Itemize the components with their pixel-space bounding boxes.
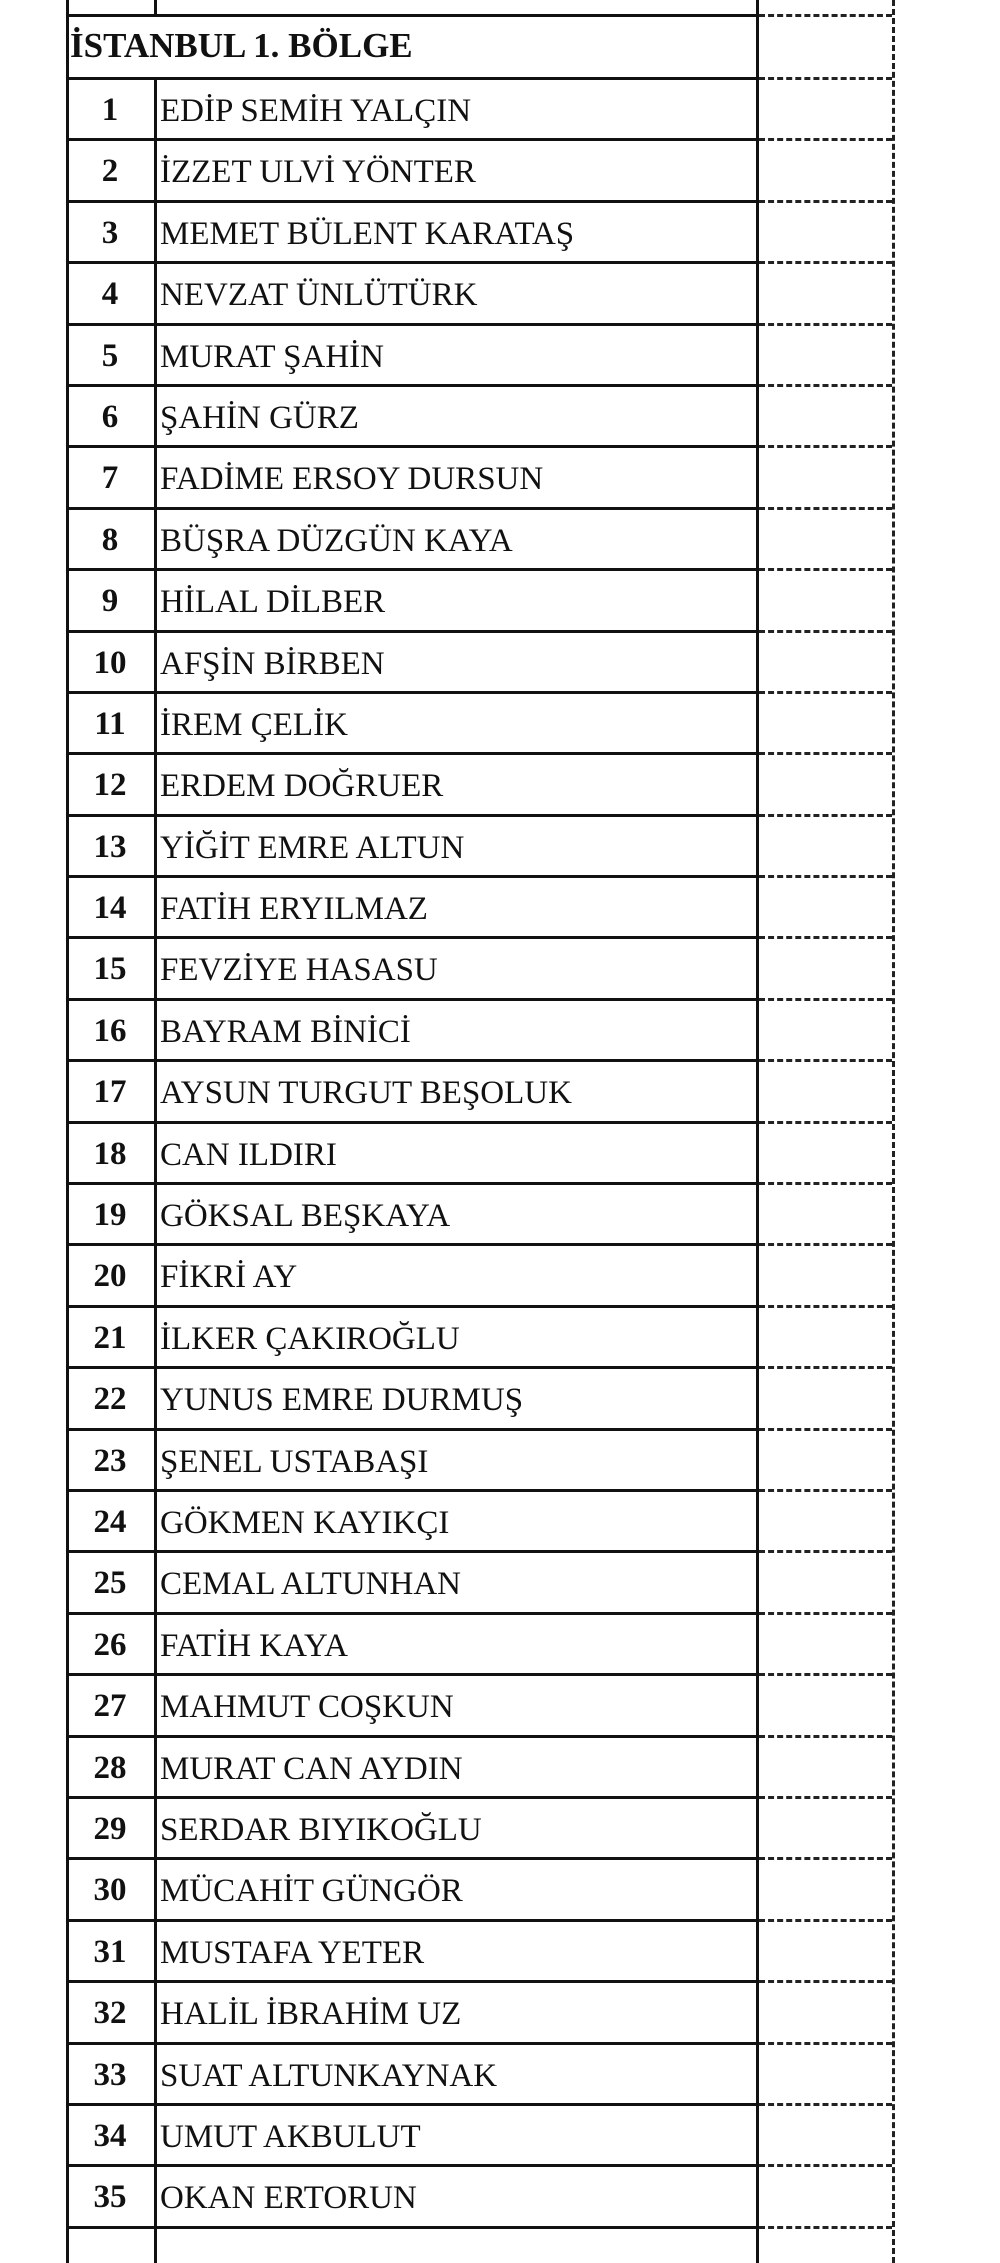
table-row — [66, 1308, 896, 1369]
candidate-name: GÖKMEN KAYIKÇI — [160, 1504, 450, 1541]
table-row — [66, 694, 896, 755]
candidate-name: FATİH ERYILMAZ — [160, 891, 428, 928]
table-row — [66, 633, 896, 694]
candidate-name: MURAT ŞAHİN — [160, 338, 385, 375]
table-row — [66, 2106, 896, 2167]
candidate-number: 18 — [93, 1135, 127, 1172]
candidate-number: 8 — [101, 521, 119, 558]
table-row — [66, 80, 896, 141]
candidate-name: İREM ÇELİK — [160, 706, 348, 743]
table-row — [66, 1799, 896, 1860]
candidate-number: 5 — [101, 337, 119, 374]
candidate-name: MUSTAFA YETER — [160, 1934, 425, 1971]
table-row — [66, 939, 896, 1000]
candidate-name: YUNUS EMRE DURMUŞ — [160, 1382, 524, 1419]
candidate-number: 3 — [101, 214, 119, 251]
candidate-name: SERDAR BIYIKOĞLU — [160, 1811, 482, 1848]
table-row — [66, 264, 896, 325]
table-row — [66, 2167, 896, 2228]
candidate-name: OKAN ERTORUN — [160, 2180, 417, 2217]
candidate-number: 29 — [93, 1810, 127, 1847]
table-row — [66, 1246, 896, 1307]
table-row — [66, 1922, 896, 1983]
candidate-number: 14 — [93, 890, 127, 927]
candidate-number: 2 — [101, 153, 119, 190]
candidate-name: HALİL İBRAHİM UZ — [160, 1996, 462, 2033]
table-row — [66, 203, 896, 264]
table-row — [66, 2045, 896, 2106]
candidate-number: 12 — [93, 767, 127, 804]
table-row — [66, 1431, 896, 1492]
table-row — [66, 878, 896, 939]
candidate-number: 16 — [93, 1012, 127, 1049]
previous-row-fragment — [66, 0, 896, 16]
candidate-number: 33 — [93, 2056, 127, 2093]
candidate-name: UMUT AKBULUT — [160, 2118, 421, 2155]
candidate-number: 7 — [101, 460, 119, 497]
table-row — [66, 448, 896, 509]
table-row — [66, 755, 896, 816]
candidate-number: 25 — [93, 1565, 127, 1602]
candidate-name: ŞENEL USTABAŞI — [160, 1443, 429, 1480]
candidate-number: 9 — [101, 583, 119, 620]
candidate-number: 30 — [93, 1872, 127, 1909]
candidate-number: 31 — [93, 1933, 127, 1970]
candidate-name: SUAT ALTUNKAYNAK — [160, 2057, 498, 2094]
candidate-number: 22 — [93, 1381, 127, 1418]
candidate-name: AYSUN TURGUT BEŞOLUK — [160, 1075, 572, 1112]
candidate-number: 1 — [101, 92, 119, 128]
candidate-name: MÜCAHİT GÜNGÖR — [160, 1873, 463, 1910]
table-row — [66, 1492, 896, 1553]
candidate-number: 27 — [93, 1688, 127, 1725]
candidate-number: 17 — [93, 1074, 127, 1111]
candidate-number: 24 — [93, 1503, 127, 1540]
table-row — [66, 1062, 896, 1123]
table-row — [66, 1738, 896, 1799]
table-row — [66, 141, 896, 202]
candidate-number: 13 — [93, 828, 127, 865]
candidate-name: EDİP SEMİH YALÇIN — [160, 93, 472, 129]
section-title: İSTANBUL 1. BÖLGE — [70, 26, 413, 65]
candidate-name: FİKRİ AY — [160, 1259, 298, 1296]
section-header-row — [66, 16, 896, 80]
candidate-name: BÜŞRA DÜZGÜN KAYA — [160, 522, 513, 559]
candidate-number: 28 — [93, 1749, 127, 1786]
candidate-name: FATİH KAYA — [160, 1627, 348, 1664]
candidate-number: 23 — [93, 1442, 127, 1479]
table-row — [66, 1983, 896, 2044]
candidate-list-table — [66, 0, 896, 2263]
table-row — [66, 1001, 896, 1062]
table-row — [66, 326, 896, 387]
table-row — [66, 1124, 896, 1185]
table-row — [66, 1553, 896, 1614]
candidate-number: 6 — [101, 398, 119, 435]
table-row — [66, 1676, 896, 1737]
candidate-rows — [66, 80, 896, 2229]
candidate-name: MAHMUT COŞKUN — [160, 1689, 454, 1726]
candidate-number: 4 — [101, 276, 119, 313]
table-row — [66, 1369, 896, 1430]
candidate-name: ERDEM DOĞRUER — [160, 768, 444, 805]
table-row — [66, 817, 896, 878]
table-row — [66, 510, 896, 571]
candidate-name: MEMET BÜLENT KARATAŞ — [160, 215, 575, 252]
candidate-name: NEVZAT ÜNLÜTÜRK — [160, 277, 478, 314]
candidate-number: 19 — [93, 1197, 127, 1234]
candidate-name: CEMAL ALTUNHAN — [160, 1566, 461, 1603]
table-row — [66, 387, 896, 448]
candidate-name: YİĞİT EMRE ALTUN — [160, 829, 465, 866]
candidate-name: GÖKSAL BEŞKAYA — [160, 1198, 451, 1235]
candidate-number: 35 — [93, 2179, 127, 2216]
candidate-name: İLKER ÇAKIROĞLU — [160, 1320, 460, 1357]
candidate-name: HİLAL DİLBER — [160, 584, 386, 621]
candidate-name: FEVZİYE HASASU — [160, 952, 438, 989]
table-row — [66, 1615, 896, 1676]
candidate-number: 32 — [93, 1995, 127, 2032]
candidate-number: 11 — [94, 705, 126, 742]
candidate-number: 15 — [93, 951, 127, 988]
candidate-number: 21 — [93, 1319, 127, 1356]
candidate-number: 20 — [93, 1258, 127, 1295]
candidate-name: ŞAHİN GÜRZ — [160, 399, 359, 436]
candidate-number: 26 — [93, 1626, 127, 1663]
candidate-name: AFŞİN BİRBEN — [160, 645, 385, 682]
candidate-name: MURAT CAN AYDIN — [160, 1750, 463, 1787]
candidate-name: İZZET ULVİ YÖNTER — [160, 154, 476, 191]
table-row — [66, 571, 896, 632]
table-row — [66, 1860, 896, 1921]
candidate-number: 10 — [93, 644, 127, 681]
candidate-name: CAN ILDIRI — [160, 1136, 337, 1173]
candidate-name: FADİME ERSOY DURSUN — [160, 461, 544, 498]
candidate-number: 34 — [93, 2117, 127, 2154]
candidate-name: BAYRAM BİNİCİ — [160, 1013, 411, 1050]
table-row — [66, 1185, 896, 1246]
